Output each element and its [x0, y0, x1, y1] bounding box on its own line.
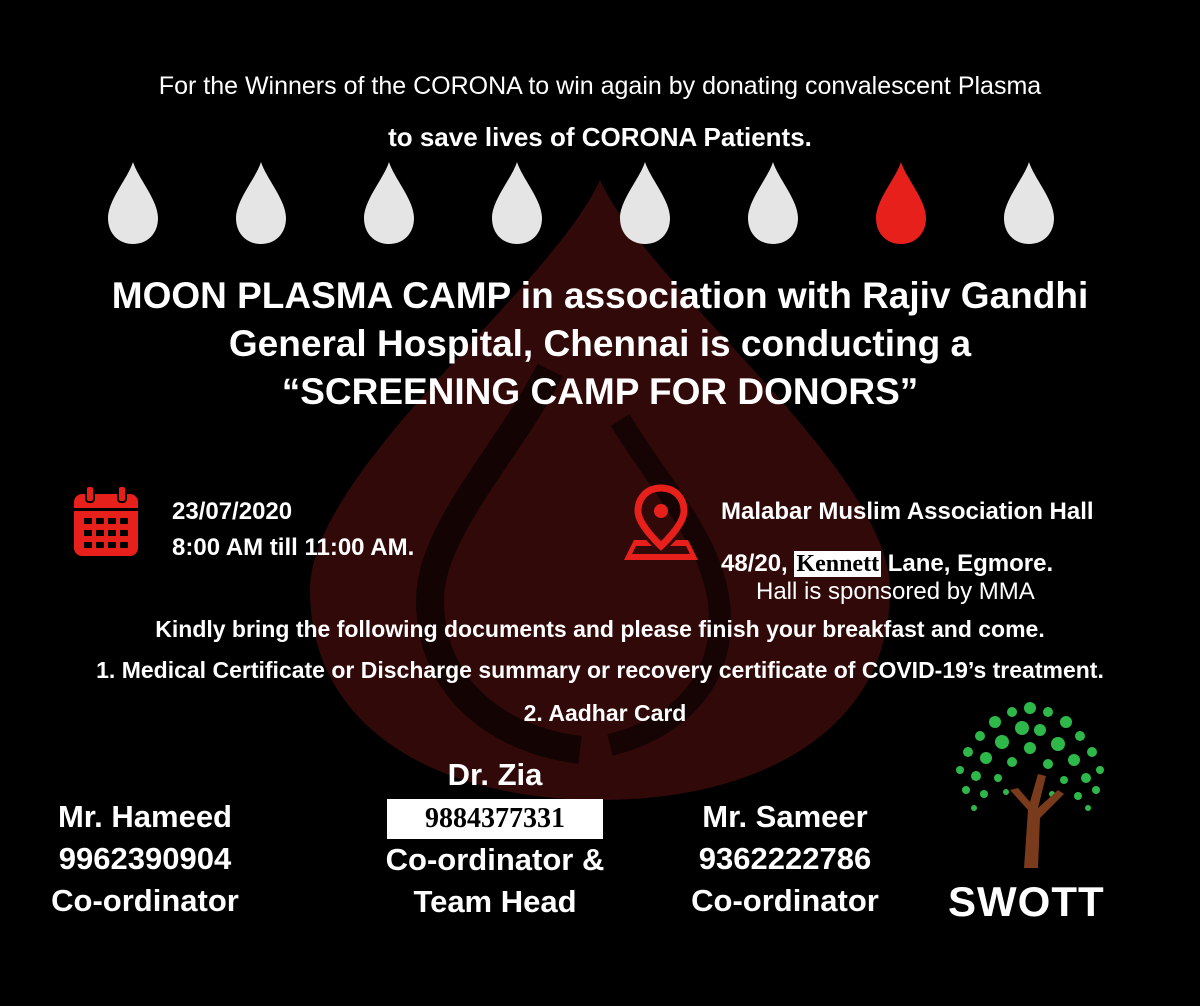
contact-right: [660, 796, 910, 922]
contact-center: [330, 754, 660, 923]
event-date: 23/07/2020: [172, 498, 293, 525]
contact-right-phone: 9362222786: [698, 841, 872, 876]
contact-left: [20, 796, 270, 922]
blood-drop-icon: [106, 160, 160, 246]
blood-drop-icon: [362, 160, 416, 246]
venue-info: [721, 486, 1094, 590]
logo-text: SWOTT: [948, 878, 1105, 925]
headline-line-1: MOON PLASMA CAMP in association with Rajiv Gandhi: [111, 275, 1089, 316]
intro-line-1: For the Winners of the CORONA to win again by donating convalescent Plasma: [158, 72, 1042, 100]
location-pin-icon: [620, 484, 702, 564]
contact-center-role-2: Team Head: [413, 884, 577, 919]
tree-logo-icon: [940, 690, 1120, 870]
blood-drop-icon: [234, 160, 288, 246]
venue-address-suffix: Lane, Egmore.: [887, 550, 1054, 577]
contact-right-name: Mr. Sameer: [702, 799, 868, 834]
blood-drop-icon: [618, 160, 672, 246]
blood-drop-icon: [746, 160, 800, 246]
venue-address-prefix: 48/20,: [721, 550, 788, 577]
venue-sponsor: Hall is sponsored by MMA: [756, 578, 1035, 605]
contact-center-role-1: Co-ordinator &: [385, 842, 605, 877]
contact-left-role: Co-ordinator: [51, 883, 239, 918]
contact-right-role: Co-ordinator: [691, 883, 879, 918]
headline: [0, 272, 1200, 416]
contact-center-phone: 9884377331: [387, 799, 603, 839]
drop-row: [100, 160, 1100, 260]
headline-line-3: “SCREENING CAMP FOR DONORS”: [281, 371, 919, 412]
venue-address-street: Kennett: [796, 551, 880, 577]
headline-line-2: General Hospital, Chennai is conducting a: [228, 323, 972, 364]
contact-left-phone: 9962390904: [58, 841, 232, 876]
event-info: [172, 494, 414, 566]
contact-center-name: Dr. Zia: [447, 757, 543, 792]
contact-left-name: Mr. Hameed: [57, 799, 232, 834]
blood-drop-icon: [490, 160, 544, 246]
blood-drop-icon: [1002, 160, 1056, 246]
blood-drop-icon: [874, 160, 928, 246]
instructions-intro: Kindly bring the following documents and please finish your breakfast and come.: [155, 616, 1045, 642]
calendar-icon: [72, 484, 140, 558]
instructions-item-2: 2. Aadhar Card: [523, 700, 687, 726]
instructions-item-1: 1. Medical Certificate or Discharge summary or recovery certificate of COVID-19’s treatment.: [96, 657, 1104, 683]
event-time: 8:00 AM till 11:00 AM.: [172, 534, 415, 561]
venue-name: Malabar Muslim Association Hall: [721, 498, 1094, 525]
intro-line-2: to save lives of CORONA Patients.: [388, 122, 812, 152]
